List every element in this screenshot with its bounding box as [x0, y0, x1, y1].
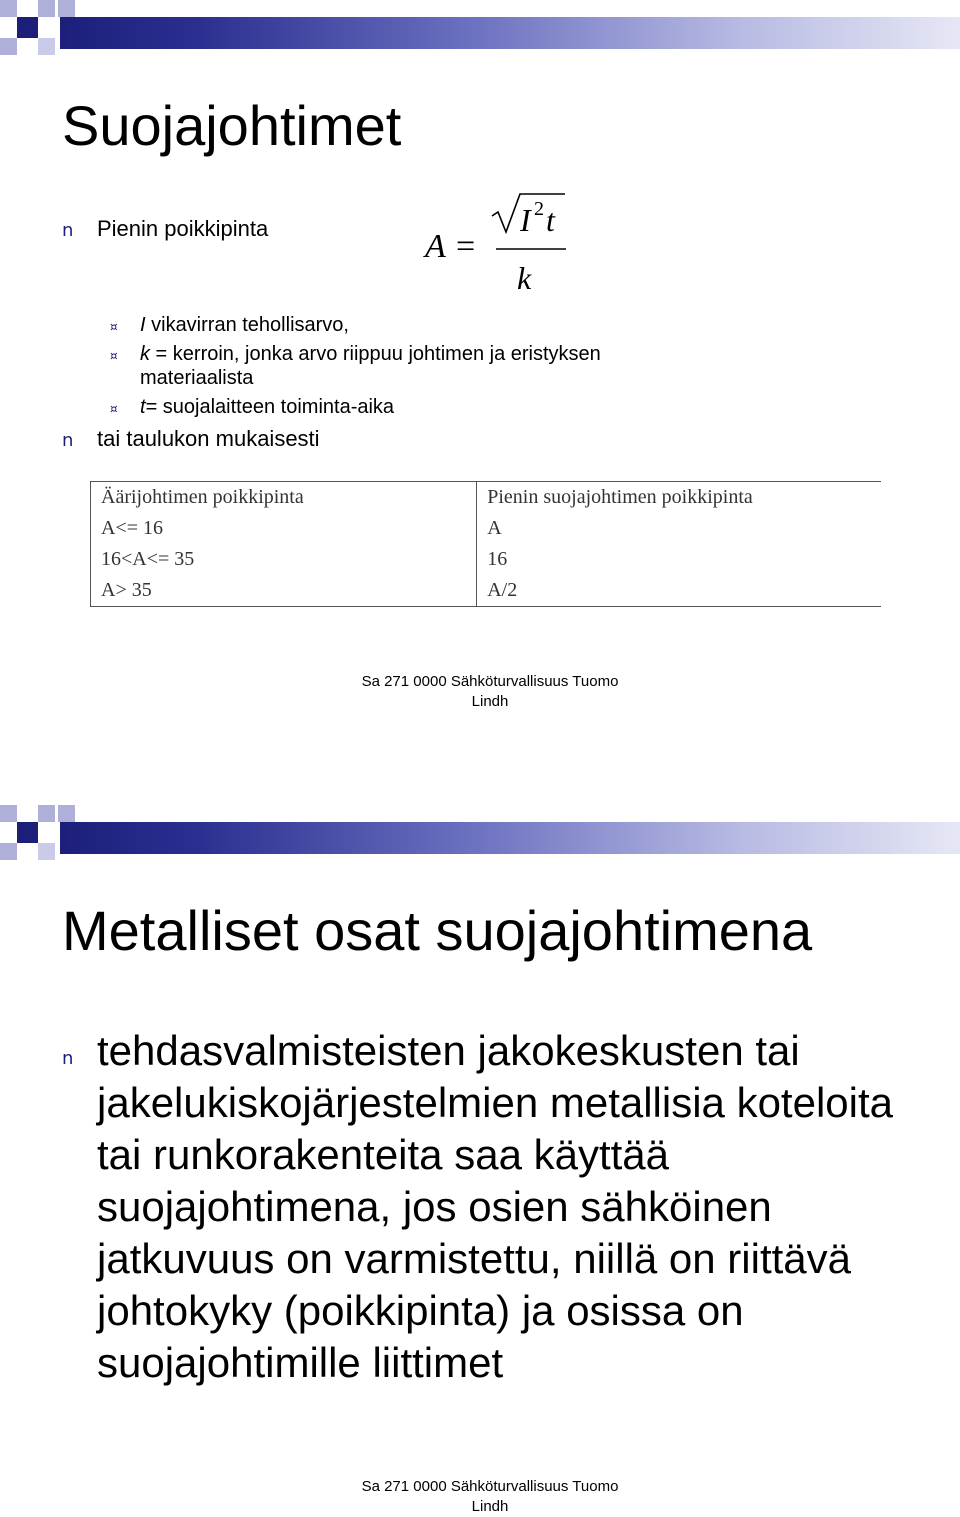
footer-line: Sa 271 0000 Sähköturvallisuus Tuomo	[361, 1478, 619, 1495]
cross-section-table	[90, 481, 881, 607]
bullet-text	[97, 1025, 947, 1389]
bullet-line: tehdasvalmisteisten jakokeskusten tai	[97, 1027, 800, 1074]
bullet-marker: n	[62, 220, 74, 241]
sub-bullet-marker: ¤	[110, 320, 118, 334]
table-cell: 16	[487, 548, 508, 570]
formula-k: k	[517, 260, 532, 296]
slide-footer	[0, 1477, 960, 1517]
slide-title: Suojajohtimet	[62, 94, 402, 157]
sub-item-t: t= suojalaitteen toiminta-aika	[140, 396, 395, 418]
table-cell: A> 35	[91, 575, 477, 607]
bullet-line: jakelukiskojärjestelmien metallisia koteloita	[97, 1079, 894, 1126]
slide-footer	[0, 672, 960, 712]
table-header-cell: Pienin suojajohtimen poikkipinta	[477, 482, 881, 514]
table-row	[91, 513, 882, 544]
table-cell: 16<A<= 35	[91, 544, 477, 575]
bullet-line: suojajohtimille liittimet	[97, 1339, 504, 1386]
table-cell: A<= 16	[91, 513, 477, 544]
footer-line: Sa 271 0000 Sähköturvallisuus Tuomo	[361, 673, 619, 690]
formula-equals: =	[456, 228, 476, 265]
formula-lhs: A	[425, 228, 446, 265]
bullet-marker: n	[62, 1048, 74, 1069]
bullet-line: suojajohtimena, jos osien sähköinen	[97, 1183, 772, 1230]
bullet-line: johtokyky (poikkipinta) ja osissa on	[97, 1287, 744, 1334]
footer-line: Lindh	[471, 693, 509, 710]
footer-line: Lindh	[471, 1498, 509, 1515]
header-decoration	[0, 805, 960, 865]
table-header-cell: Äärijohtimen poikkipinta	[91, 482, 477, 514]
table-cell: A/2	[477, 575, 881, 607]
table-row	[91, 575, 882, 607]
slide-title: Metalliset osat suojajohtimena	[62, 899, 813, 962]
bullet-taulukon-mukaisesti: tai taulukon mukaisesti	[97, 426, 320, 451]
sub-item-I: I vikavirran tehollisarvo,	[140, 314, 349, 336]
formula-exponent: 2	[534, 198, 544, 220]
table-cell: A	[487, 517, 502, 539]
bullet-marker: n	[62, 430, 74, 451]
formula-radical	[420, 188, 580, 298]
slide-metalliset-osat	[0, 805, 960, 1515]
bullet-line: jatkuvuus on varmistettu, niillä on riittävä	[97, 1235, 852, 1282]
bullet-line: tai runkorakenteita saa käyttää	[97, 1131, 670, 1178]
formula-I: I	[520, 202, 531, 238]
formula	[420, 188, 580, 298]
table-header-row	[91, 482, 882, 514]
bullet-pienin-poikkipinta: Pienin poikkipinta	[97, 216, 269, 241]
sub-item-k-cont: materiaalista	[140, 367, 254, 389]
sub-item-k: k = kerroin, jonka arvo riippuu johtimen ja eristyksen	[140, 343, 601, 365]
table-row	[91, 544, 882, 575]
sub-bullet-marker: ¤	[110, 402, 118, 416]
formula-t: t	[546, 202, 555, 238]
header-decoration	[0, 0, 960, 60]
sub-bullet-marker: ¤	[110, 349, 118, 363]
